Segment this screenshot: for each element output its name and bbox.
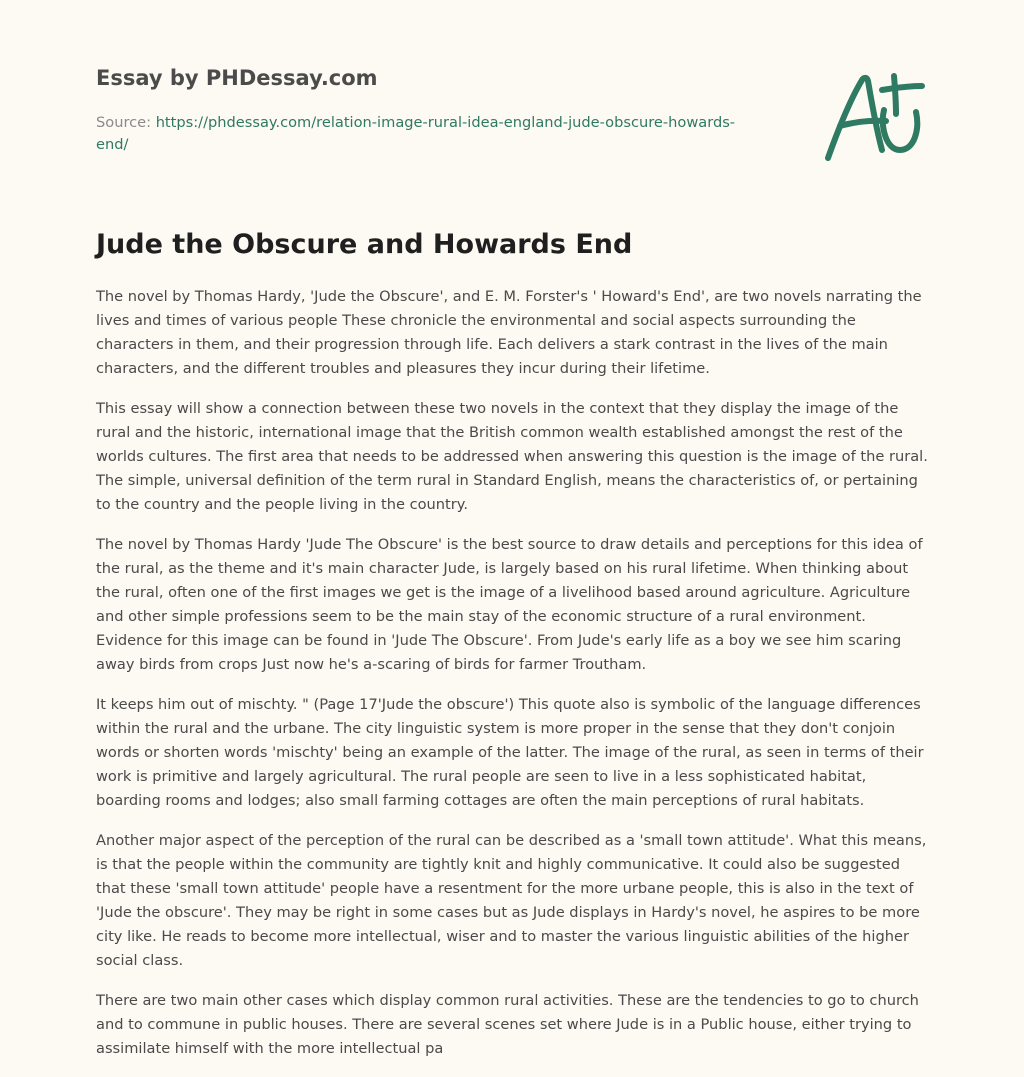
source-line — [96, 112, 756, 156]
essay-paragraph-6: There are two main other cases which display common rural activities. These are the tendencies to go to church and to commune in public houses. There are several scenes set where Jude is in a Public house, either trying to assimilate himself with the more intellectual pa — [96, 992, 919, 1057]
essay-title: Jude the Obscure and Howards End — [96, 229, 633, 260]
essay-paragraph-3: The novel by Thomas Hardy 'Jude The Obscure' is the best source to draw details and perceptions for this idea of the rural, as the theme and it's main character Jude, is largely based on his rural lifetime. When thinking about the rural, often one of the first images we get is the image of a livelihood based around agriculture. Agriculture and other simple professions seem to be the main stay of the economic structure of a rural environment. Evidence for this image can be found in 'Jude The Obscure'. From Jude's early life as a boy we see him scaring away birds from crops Just now he's a-scaring of birds for farmer Troutham. — [96, 536, 923, 673]
source-label: Source: — [96, 114, 152, 131]
a-plus-logo-icon — [824, 66, 928, 166]
essay-paragraph-4: It keeps him out of mischty. " (Page 17'Jude the obscure') This quote also is symbolic of the language differences within the rural and the urbane. The city linguistic system is more proper in the sense that they don't conjoin words or shorten words 'mischty' being an example of the latter. The image of the rural, as seen in terms of their work is primitive and largely agricultural. The rural people are seen to live in a less sophisticated habitat, boarding rooms and lodges; also small farming cottages are often the main perceptions of rural habitats. — [96, 696, 924, 809]
source-link-line2: end/ — [96, 136, 129, 153]
site-title: Essay by PHDessay.com — [96, 66, 378, 90]
essay-paragraph-5: Another major aspect of the perception of the rural can be described as a 'small town attitude'. What this means, is that the people within the community are tightly knit and highly communicative. It could also be suggested that these 'small town attitude' people have a resentment for the more urbane people, this is also in the text of 'Jude the obscure'. They may be right in some cases but as Jude displays in Hardy's novel, he aspires to be more city like. He reads to become more intellectual, wiser and to master the various linguistic abilities of the higher social class. — [96, 832, 927, 969]
essay-paragraph-2: This essay will show a connection between these two novels in the context that they display the image of the rural and the historic, international image that the British common wealth established amongst the rest of the worlds cultures. The first area that needs to be addressed when answering this question is the image of the rural. The simple, universal definition of the term rural in Standard English, means the characteristics of, or pertaining to the country and the people living in the country. — [96, 400, 928, 513]
essay-paragraph-1: The novel by Thomas Hardy, 'Jude the Obscure', and E. M. Forster's ' Howard's End', are two novels narrating the lives and times of various people These chronicle the environmental and social aspects surrounding the characters in them, and their progression through life. Each delivers a stark contrast in the lives of the main characters, and the different troubles and pleasures they incur during their lifetime. — [96, 288, 922, 377]
source-link-line1: https://phdessay.com/relation-image-rural-idea-england-jude-obscure-howards- — [155, 114, 736, 131]
source-link[interactable] — [96, 114, 735, 153]
a-plus-logo — [824, 66, 928, 166]
essay-body — [96, 285, 932, 1077]
